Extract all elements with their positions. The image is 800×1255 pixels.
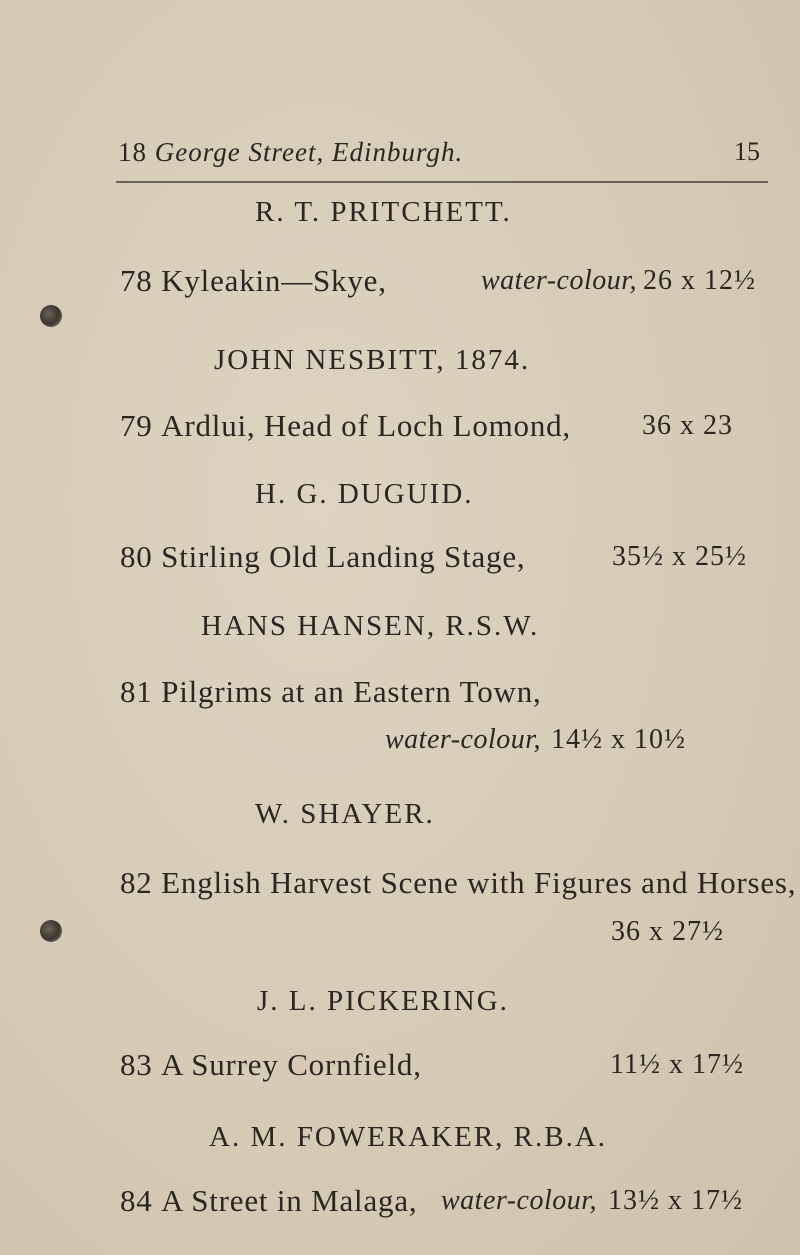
header-street: George Street, Edinburgh.	[154, 137, 464, 167]
lot-number: 78	[120, 263, 153, 298]
lot-medium: water-colour,	[441, 1185, 598, 1216]
lot-number: 84	[120, 1183, 153, 1218]
lot-title: Kyleakin—Skye,	[161, 263, 387, 298]
lot-number: 80	[120, 539, 153, 574]
artist-name: HANS HANSEN, R.S.W.	[201, 610, 540, 642]
lot-dimensions: 13½ x 17½	[608, 1185, 743, 1216]
running-header	[0, 137, 800, 177]
artist-name: A. M. FOWERAKER, R.B.A.	[209, 1121, 608, 1153]
lot-dimensions: 11½ x 17½	[610, 1049, 744, 1080]
lot-title: Pilgrims at an Eastern Town,	[161, 674, 542, 709]
lot-dimensions: 26 x 12½	[643, 265, 756, 296]
lot-number: 83	[120, 1047, 153, 1082]
artist-name: JOHN NESBITT, 1874.	[214, 344, 531, 376]
lot-title: English Harvest Scene with Figures and Horses,	[161, 865, 797, 900]
entry-79	[120, 408, 571, 444]
entry-78	[120, 263, 387, 299]
lot-number: 79	[120, 408, 153, 443]
binding-hole	[40, 920, 62, 942]
binding-hole	[40, 305, 62, 327]
artist-name: W. SHAYER.	[255, 798, 435, 830]
artist-name: H. G. DUGUID.	[255, 478, 474, 510]
lot-number: 82	[120, 865, 153, 900]
header-address	[118, 137, 463, 168]
lot-title: A Street in Malaga,	[161, 1183, 418, 1218]
entry-84	[120, 1183, 417, 1219]
entry-80	[120, 539, 525, 575]
lot-dimensions: 36 x 27½	[611, 916, 724, 947]
entry-81	[120, 674, 542, 710]
header-rule	[116, 181, 768, 183]
header-street-number: 18	[118, 137, 147, 167]
artist-name: R. T. PRITCHETT.	[255, 196, 512, 228]
lot-dimensions: 14½ x 10½	[551, 724, 686, 755]
lot-title: Ardlui, Head of Loch Lomond,	[161, 408, 571, 443]
lot-medium: water-colour,	[481, 265, 638, 296]
lot-number: 81	[120, 674, 153, 709]
lot-title: Stirling Old Landing Stage,	[161, 539, 526, 574]
lot-title: A Surrey Cornfield,	[161, 1047, 422, 1082]
entry-83	[120, 1047, 422, 1083]
lot-medium: water-colour,	[385, 724, 542, 755]
page-number: 15	[734, 137, 760, 166]
entry-82	[120, 865, 796, 901]
lot-dimensions: 36 x 23	[642, 410, 733, 441]
artist-name: J. L. PICKERING.	[257, 985, 509, 1017]
lot-dimensions: 35½ x 25½	[612, 541, 747, 572]
